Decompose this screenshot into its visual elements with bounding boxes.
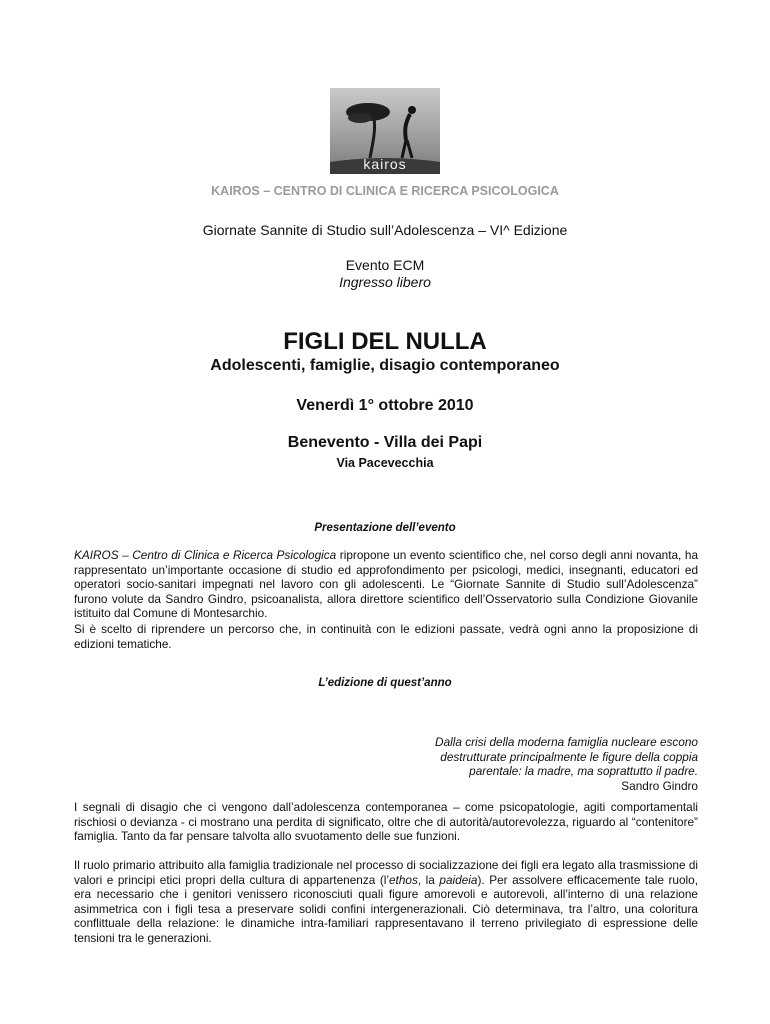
presentation-body: ripropone un evento scientifico che, nel corso degli anni novanta, ha rappresentato un’importante occasione di studio ed approfondimento per psicologi, medici, insegnanti, educatori ed operatori socio-sanitari impegnati nel lavoro con gli adolescenti. Le “Giornate Sannite di Studio sull’Adolescenza” furono volute da Sandro Gindro, psicoanalista, allora direttore scientifico dell’Osservatorio sulla Condizione Giovanile istituito dal Comune di Montesarchio. (74, 548, 698, 621)
kairos-logo (330, 88, 440, 174)
quote-line: Dalla crisi della moderna famiglia nucleare escono (435, 735, 698, 749)
event-subtitle: Adolescenti, famiglie, disagio contemporaneo (210, 357, 560, 374)
entry-note: Ingresso libero (339, 274, 431, 290)
presentation-paragraph-1 (74, 548, 698, 621)
quote-line: destrutturate principalmente le figure della coppia (440, 749, 698, 764)
edition-paragraph-2-part: ). Per assolvere efficacemente tale ruolo, era necessario che i genitori venissero riconosciuti quali figure amorevoli e autorevoli, all’interno di una relazione asimmetrica con i figli tesa a preservare solidi confini intergenerazionali. Ciò determinava, tra l’altro, una coloritura conflittuale della relazione: le dinamiche intra-familiari rappresentavano il terreno privilegiato di espressione delle tensioni tra le generazioni. (74, 872, 699, 945)
presentation-paragraph-2: Si è scelto di riprendere un percorso che, in continuità con le edizioni passate, vedrà ogni anno la proposizione di edizioni tematiche. (74, 622, 698, 651)
event-date: Venerdì 1° ottobre 2010 (296, 397, 474, 414)
organization-header: KAIROS – CENTRO DI CLINICA E RICERCA PSICOLOGICA (211, 184, 559, 198)
logo-wordmark: kairos (363, 156, 407, 172)
event-title: FIGLI DEL NULLA (283, 328, 487, 355)
epigraph-quote (380, 735, 698, 793)
edition-line: Giornate Sannite di Studio sull’Adolescenza – VI^ Edizione (202, 222, 568, 238)
edition-heading: L’edizione di quest’anno (318, 677, 452, 689)
edition-paragraph-1: I segnali di disagio che ci vengono dall’adolescenza contemporanea – come psicopatologie, agiti comportamentali rischiosi o devianza - ci mostrano una perdita di significato, oltre che di autorità/autorevolezza, riguardo al “contenitore” famiglia. Tanto da far pensare talvolta allo svuotamento delle sue funzioni. (74, 800, 698, 844)
event-place: Benevento - Villa dei Papi (287, 434, 483, 451)
quote-author: Sandro Gindro (621, 778, 698, 793)
edition-paragraph-2-part: , la (417, 872, 440, 887)
term-ethos: ethos (389, 872, 418, 887)
quote-line: parentale: la madre, ma soprattutto il padre. (469, 764, 698, 779)
edition-paragraph-2-part: Il ruolo primario attribuito alla famiglia tradizionale nel processo di socializzazione dei figli era legato alla trasmissione di valori e principi etici propri della cultura di appartenenza (l’ (74, 858, 698, 887)
edition-paragraph-2 (74, 858, 698, 946)
event-type: Evento ECM (345, 257, 425, 273)
term-paideia: paideia (439, 872, 478, 887)
presentation-lead: KAIROS – Centro di Clinica e Ricerca Psicologica (74, 548, 337, 562)
event-street: Via Pacevecchia (336, 456, 434, 470)
presentation-heading: Presentazione dell’evento (314, 522, 456, 534)
